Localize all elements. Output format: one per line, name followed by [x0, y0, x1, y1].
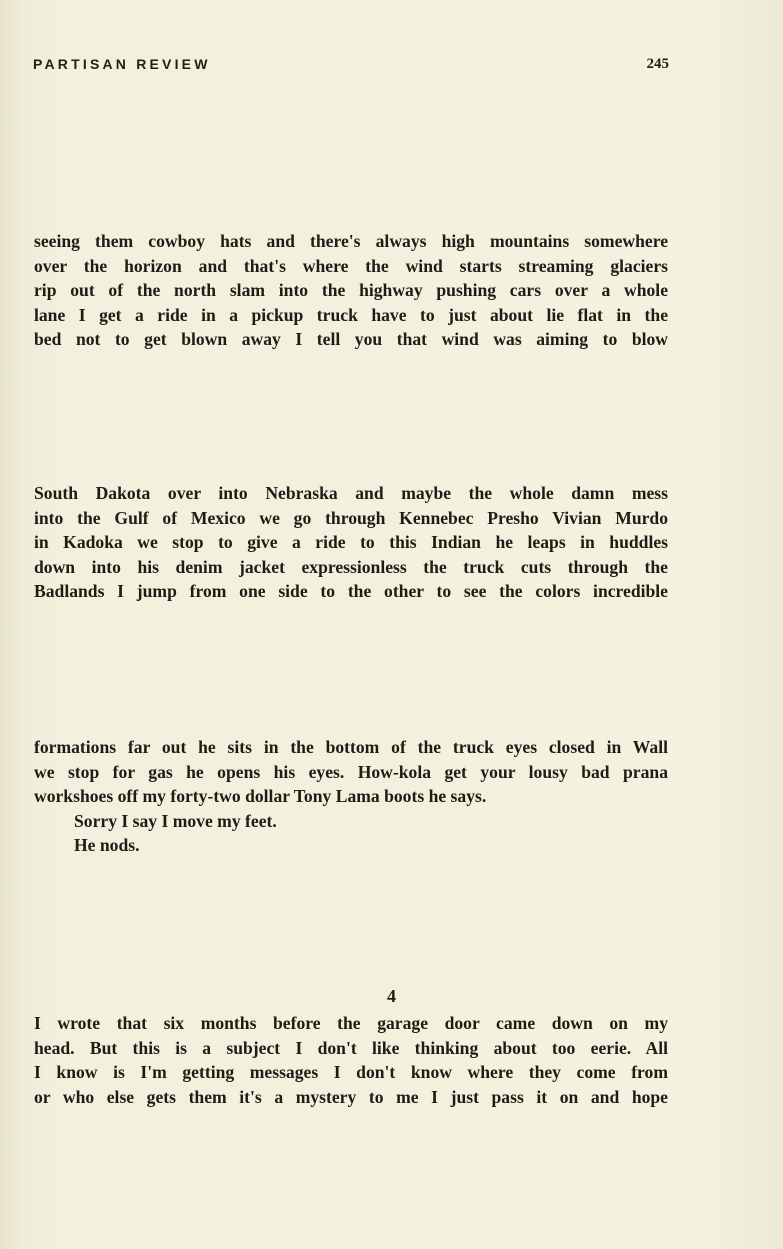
text-line: I know is I'm getting messages I don't know where they come from [34, 1062, 668, 1083]
journal-title: PARTISAN REVIEW [33, 56, 211, 72]
text-line: in Kadoka we stop to give a ride to this Indian he leaps in huddles [34, 532, 668, 553]
text-line: lane I get a ride in a pickup truck have to just about lie flat in the [34, 304, 668, 325]
text-line: Sorry I say I move my feet. [74, 810, 277, 831]
section-4-text [34, 1011, 668, 1109]
text-line: rip out of the north slam into the highway pushing cars over a whole [34, 280, 668, 301]
running-head [33, 56, 669, 78]
stanza-3 [34, 735, 668, 858]
text-line: down into his denim jacket expressionless the truck cuts through the [34, 556, 668, 577]
text-line: head. But this is a subject I don't like thinking about too eerie. All [34, 1037, 668, 1058]
text-line: Badlands I jump from one side to the other to see the colors incredible [34, 581, 668, 602]
text-line: workshoes off my forty-two dollar Tony Lama boots he says. [34, 786, 487, 807]
stanza-1 [34, 229, 668, 352]
text-line: into the Gulf of Mexico we go through Kennebec Presho Vivian Murdo [34, 507, 668, 528]
text-line: bed not to get blown away I tell you that wind was aiming to blow [34, 329, 668, 350]
stanza-2 [34, 481, 668, 604]
text-line: He nods. [74, 835, 140, 856]
text-line: seeing them cowboy hats and there's always high mountains somewhere [34, 231, 668, 251]
text-line: I wrote that six months before the garage door came down on my [34, 1013, 668, 1033]
text-line: we stop for gas he opens his eyes. How-kola get your lousy bad prana [34, 761, 668, 782]
page-number: 245 [646, 56, 669, 72]
text-line: or who else gets them it's a mystery to me I just pass it on and hope [34, 1086, 668, 1107]
text-line: formations far out he sits in the bottom of the truck eyes closed in Wall [34, 737, 668, 757]
section-number: 4 [387, 986, 396, 1006]
text-line: South Dakota over into Nebraska and maybe the whole damn mess [34, 483, 668, 503]
text-line: over the horizon and that's where the wind starts streaming glaciers [34, 255, 668, 276]
